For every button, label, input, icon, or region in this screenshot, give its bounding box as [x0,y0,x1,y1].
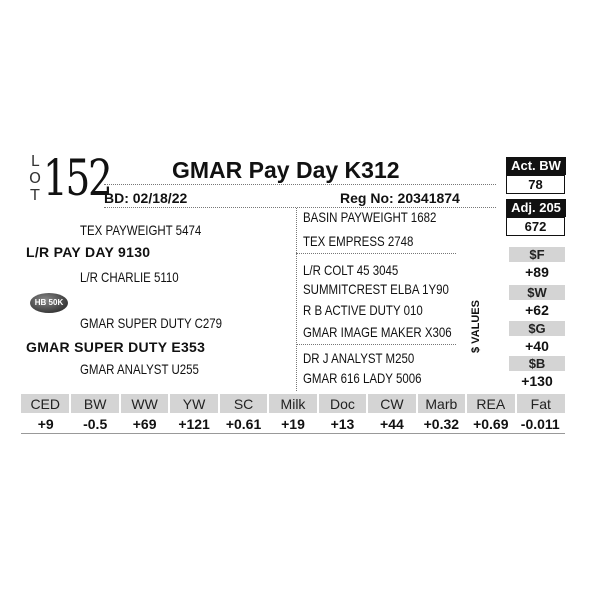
dollar-values-label: $ VALUES [470,300,482,353]
dollar-f-label: $F [509,247,565,262]
pedigree-great-grandparent-8: GMAR 616 LADY 5006 [303,370,422,386]
pedigree-rule-1 [296,253,456,254]
epd-value-sc: +0.61 [225,415,262,432]
bottom-rule [21,433,565,434]
epd-header-marb: Marb [417,394,466,413]
pedigree-dam-dam: GMAR ANALYST U255 [80,361,199,377]
epd-table [21,394,565,434]
dollar-g-value: +40 [525,338,549,354]
epd-header-milk: Milk [268,394,317,413]
epd-value-rea: +0.69 [473,415,509,432]
adj-205-label: Adj. 205 [506,199,566,217]
epd-value-yw: +121 [178,415,210,432]
pedigree-dam: GMAR SUPER DUTY E353 [26,339,206,355]
pedigree-dam-sire: GMAR SUPER DUTY C279 [80,315,223,331]
lot-letter-t: T [30,186,40,204]
epd-header-row [21,394,565,413]
pedigree-great-grandparent-1: BASIN PAYWEIGHT 1682 [303,209,437,225]
epd-header-bw: BW [70,394,119,413]
pedigree-sire-sire: TEX PAYWEIGHT 5474 [80,222,202,238]
pedigree-great-grandparent-7: DR J ANALYST M250 [303,350,415,366]
dollar-b-label: $B [509,356,565,371]
epd-value-milk: +19 [281,415,305,432]
epd-header-rea: REA [466,394,515,413]
epd-value-cw: +44 [380,415,404,432]
lot-label [26,153,44,204]
dollar-g-label: $G [509,321,565,336]
dollar-w-value: +62 [525,302,549,318]
birth-date: BD: 02/18/22 [104,190,188,206]
epd-value-doc: +13 [330,415,355,432]
pedigree-great-grandparent-5: R B ACTIVE DUTY 010 [303,302,423,318]
adj-205-value: 672 [506,217,565,236]
pedigree-great-grandparent-2: TEX EMPRESS 2748 [303,233,414,249]
pedigree-great-grandparent-4: SUMMITCREST ELBA 1Y90 [303,281,449,297]
header-rule [104,184,496,185]
pedigree-divider [296,208,297,391]
hb-50k-badge: HB 50K [30,293,68,313]
epd-header-doc: Doc [318,394,367,413]
pedigree-sire-dam: L/R CHARLIE 5110 [80,269,179,285]
act-bw-label: Act. BW [506,157,566,175]
lot-letter-l: L [30,152,40,170]
registration-number: Reg No: 20341874 [340,190,460,206]
epd-header-fat: Fat [516,394,565,413]
pedigree-great-grandparent-6: GMAR IMAGE MAKER X306 [303,324,452,340]
epd-header-sc: SC [219,394,268,413]
epd-header-ced: CED [21,394,70,413]
epd-value-marb: +0.32 [423,415,460,432]
epd-value-ww: +69 [132,415,157,432]
epd-value-ced: +9 [37,415,54,432]
lot-number: 152 [43,149,111,207]
epd-value-bw: -0.5 [83,415,108,432]
epd-header-yw: YW [169,394,218,413]
epd-value-row [21,413,565,434]
lot-letter-o: O [29,169,41,187]
dollar-f-value: +89 [525,264,549,280]
dollar-w-label: $W [509,285,565,300]
dollar-b-value: +130 [521,373,553,389]
epd-header-cw: CW [367,394,416,413]
epd-header-ww: WW [120,394,169,413]
epd-value-fat: -0.011 [520,415,560,432]
pedigree-sire: L/R PAY DAY 9130 [26,244,151,260]
subheader-rule [104,207,496,208]
pedigree-great-grandparent-3: L/R COLT 45 3045 [303,262,399,278]
pedigree-rule-2 [296,344,456,345]
act-bw-value: 78 [506,175,565,194]
animal-name: GMAR Pay Day K312 [172,157,400,183]
